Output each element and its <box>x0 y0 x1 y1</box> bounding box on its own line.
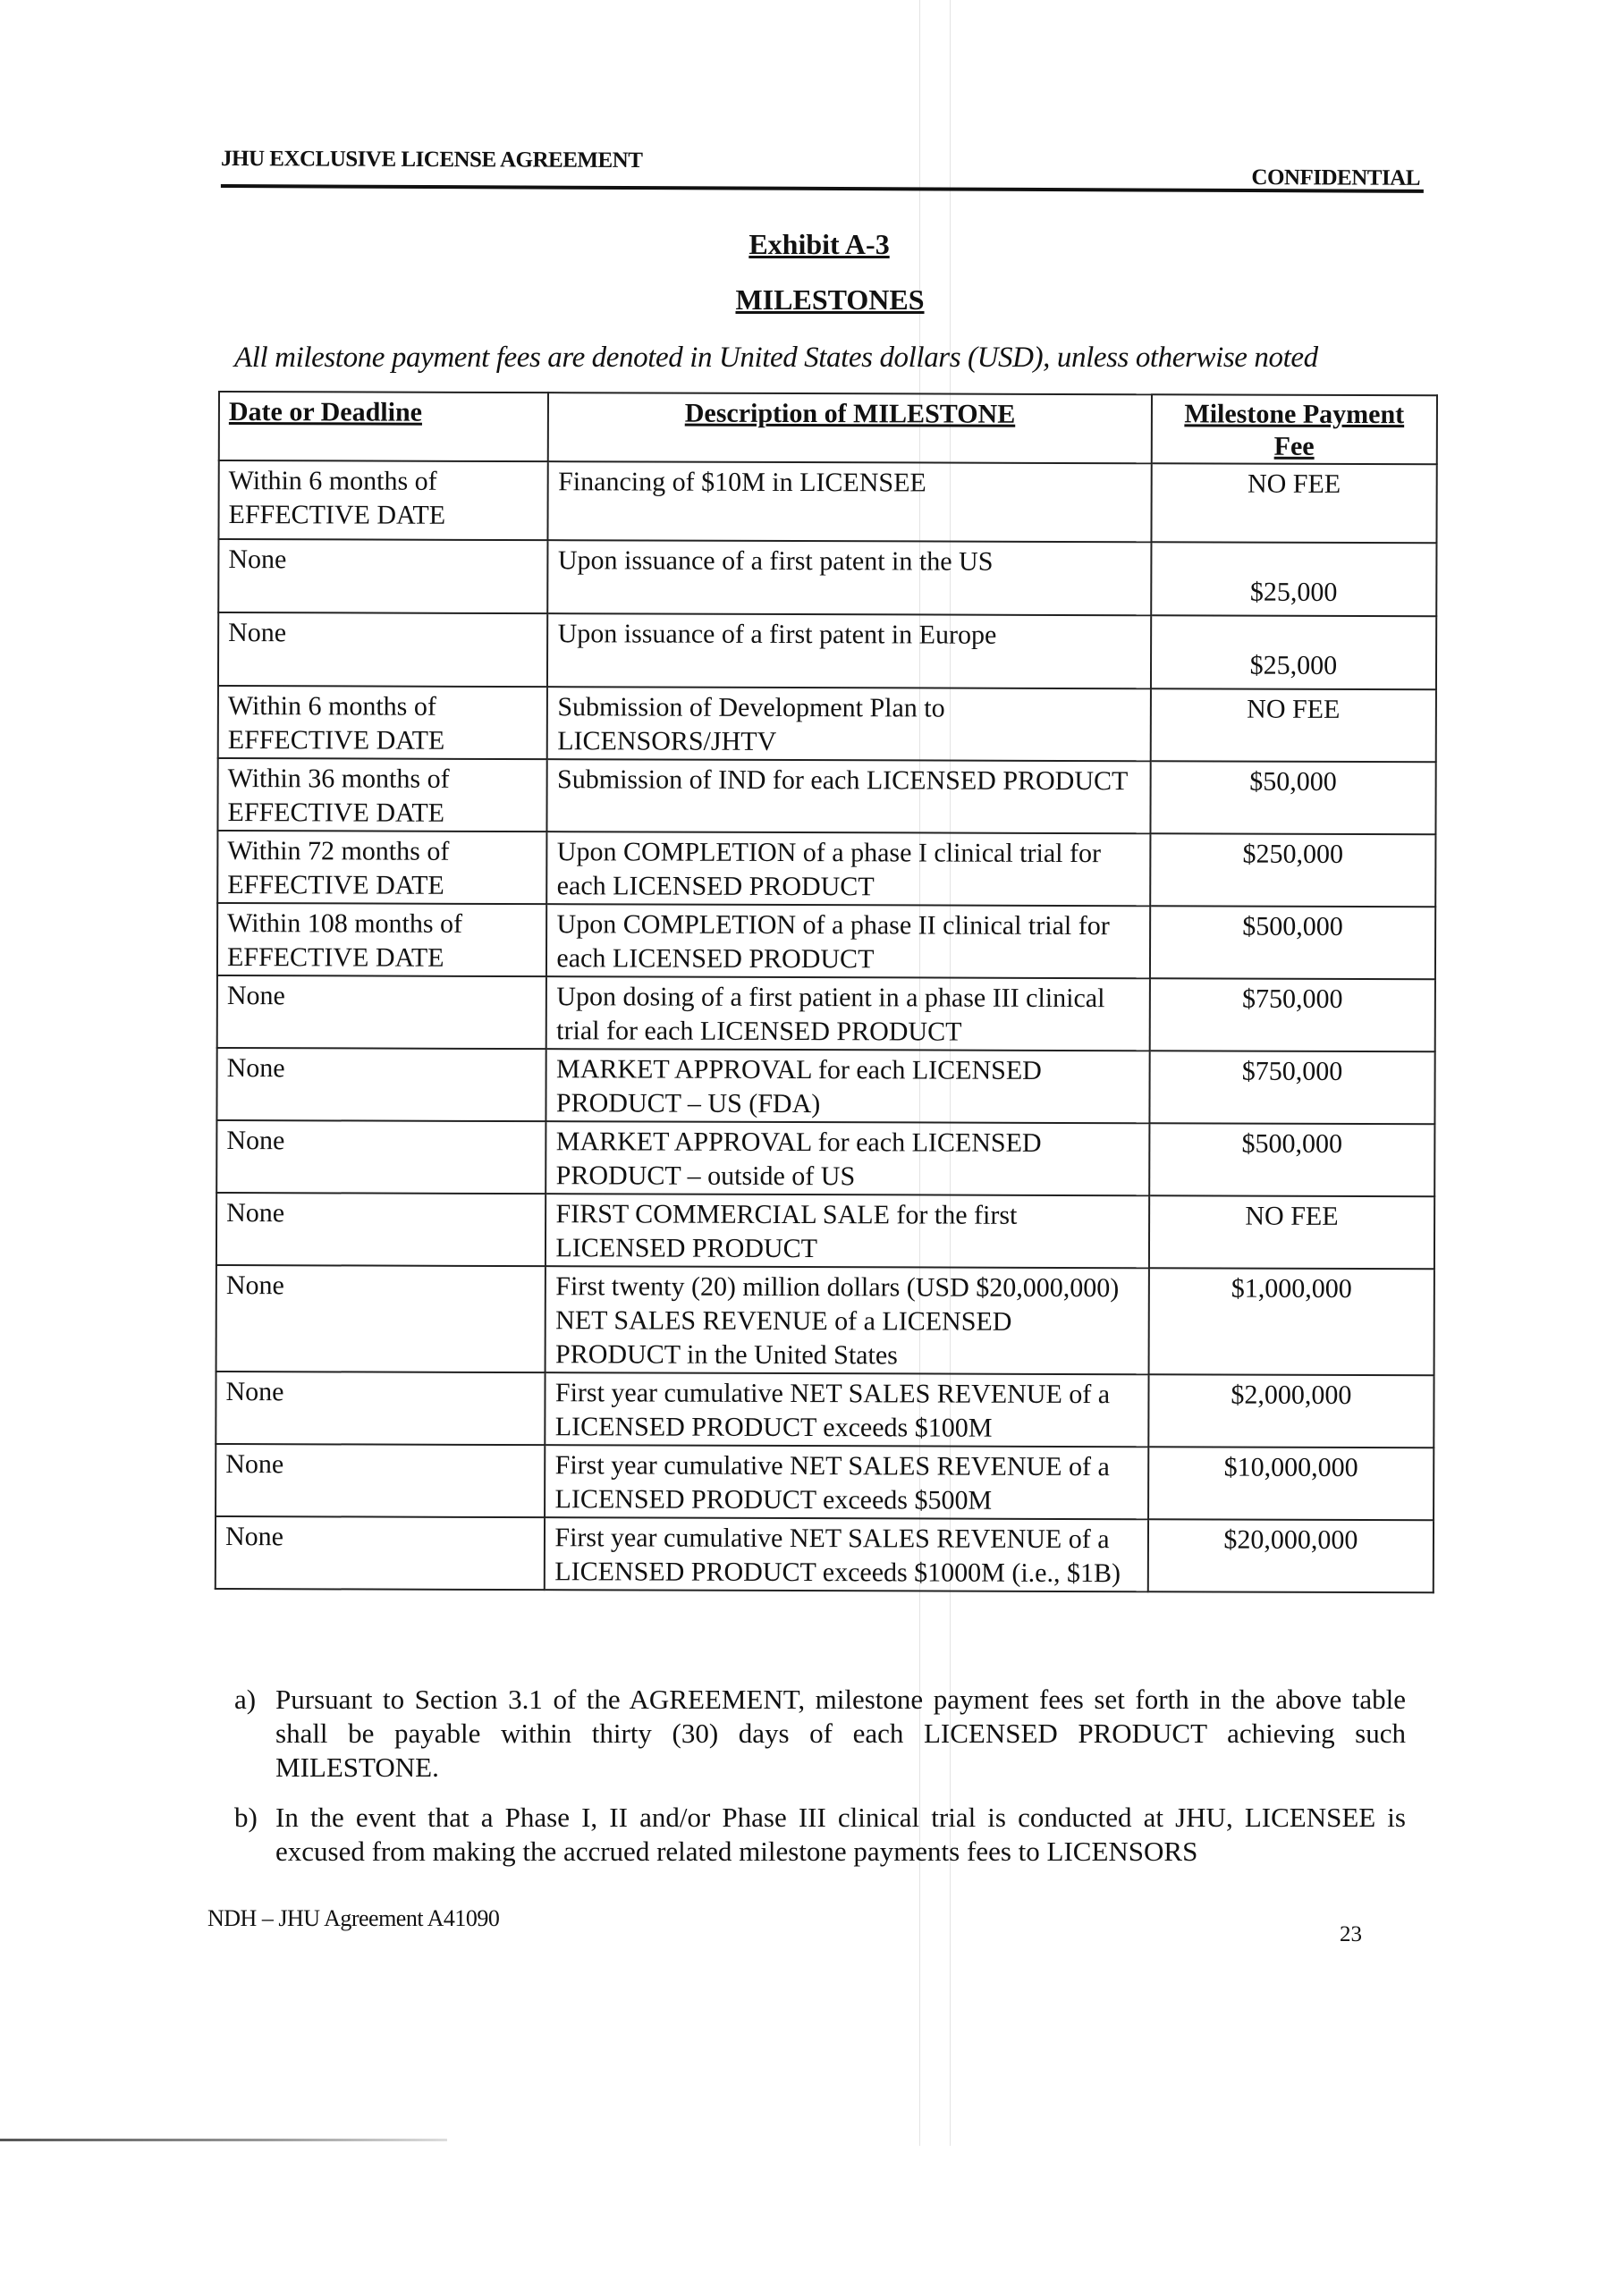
table-header-row <box>219 392 1437 464</box>
column-header-fee: Milestone Payment Fee <box>1152 394 1437 464</box>
description-cell: First twenty (20) million dollars (USD $20,000,000) NET SALES REVENUE of a LICENSED PRODUCT in the United States <box>546 1266 1149 1374</box>
fee-cell: $50,000 <box>1150 761 1435 834</box>
fee-cell: NO FEE <box>1149 1195 1434 1269</box>
deadline-cell: None <box>216 1120 546 1194</box>
fee-cell: $750,000 <box>1149 978 1434 1051</box>
description-cell: Upon COMPLETION of a phase II clinical trial for each LICENSED PRODUCT <box>546 904 1150 978</box>
description-cell: Upon dosing of a first patient in a phase III clinical trial for each LICENSED PRODUCT <box>546 976 1150 1051</box>
column-header-description: Description of MILESTONE <box>548 393 1152 463</box>
deadline-cell: None <box>216 1193 546 1266</box>
table-row <box>216 1516 1434 1592</box>
deadline-cell: None <box>218 539 548 613</box>
description-cell: Submission of Development Plan to LICENSORS/JHTV <box>547 687 1151 761</box>
deadline-cell: Within 6 months of EFFECTIVE DATE <box>218 460 548 540</box>
page-header <box>221 143 1424 193</box>
deadline-cell: None <box>216 1265 546 1372</box>
exhibit-title: Exhibit A-3 <box>749 228 890 260</box>
paragraph-b <box>234 1801 1406 1869</box>
paragraph-text: In the event that a Phase I, II and/or Phase III clinical trial is conducted at JHU, LICENSEE is excused from making the accrued related milestone payments fees to LICENSORS <box>275 1802 1406 1867</box>
terms-paragraphs <box>234 1683 1406 1885</box>
deadline-cell: Within 72 months of EFFECTIVE DATE <box>217 831 547 904</box>
deadline-cell: None <box>216 1048 546 1121</box>
deadline-cell: Within 6 months of EFFECTIVE DATE <box>218 686 548 759</box>
deadline-cell: None <box>216 1444 546 1517</box>
table-row <box>218 460 1436 543</box>
deadline-cell: Within 108 months of EFFECTIVE DATE <box>217 903 547 976</box>
description-cell: First year cumulative NET SALES REVENUE of a LICENSED PRODUCT exceeds $100M <box>546 1372 1149 1447</box>
fee-cell: $2,000,000 <box>1148 1374 1434 1448</box>
deadline-cell: None <box>216 1372 546 1445</box>
table-row <box>217 758 1435 834</box>
table-row <box>217 831 1435 907</box>
deadline-cell: None <box>218 612 548 687</box>
description-cell: Upon issuance of a first patent in the US <box>548 540 1152 615</box>
table-row <box>216 1444 1434 1520</box>
deadline-cell: None <box>216 1516 546 1590</box>
fee-cell: $750,000 <box>1149 1051 1434 1124</box>
table-row <box>216 1193 1434 1269</box>
description-cell: MARKET APPROVAL for each LICENSED PRODUCT – outside of US <box>546 1121 1150 1195</box>
table-row <box>216 1265 1434 1375</box>
fee-cell: $25,000 <box>1151 542 1436 616</box>
paragraph-text: Pursuant to Section 3.1 of the AGREEMENT, milestone payment fees set forth in the above table shall be payable within thirty (30) days of each LICENSED PRODUCT achieving such MILESTONE. <box>275 1684 1406 1783</box>
deadline-cell: Within 36 months of EFFECTIVE DATE <box>217 758 547 831</box>
table-row <box>217 975 1435 1051</box>
paragraph-label: b) <box>234 1802 258 1833</box>
description-cell: Upon COMPLETION of a phase I clinical trial for each LICENSED PRODUCT <box>547 831 1151 906</box>
fee-cell: $500,000 <box>1149 1123 1434 1196</box>
description-cell: First year cumulative NET SALES REVENUE of a LICENSED PRODUCT exceeds $1000M (i.e., $1B) <box>545 1517 1148 1591</box>
table-row <box>218 686 1436 762</box>
table-row <box>217 903 1435 979</box>
header-title: JHU EXCLUSIVE LICENSE AGREEMENT <box>220 147 643 173</box>
description-cell: MARKET APPROVAL for each LICENSED PRODUCT – US (FDA) <box>546 1049 1150 1123</box>
paragraph-label: a) <box>234 1684 257 1715</box>
scan-artifact-line <box>0 2139 447 2141</box>
exhibit-subtitle: MILESTONES <box>735 283 925 316</box>
description-cell: First year cumulative NET SALES REVENUE of a LICENSED PRODUCT exceeds $500M <box>545 1445 1148 1519</box>
fee-cell: $500,000 <box>1150 906 1435 979</box>
table-row <box>218 539 1436 616</box>
milestones-table <box>215 391 1438 1593</box>
description-cell: Financing of $10M in LICENSEE <box>548 461 1152 542</box>
page-number: 23 <box>1340 1922 1362 1946</box>
table-row <box>216 1048 1434 1124</box>
description-cell: Submission of IND for each LICENSED PRODUCT <box>547 759 1151 833</box>
description-cell: Upon issuance of a first patent in Europe <box>547 613 1151 688</box>
paragraph-a <box>234 1683 1406 1785</box>
description-cell: FIRST COMMERCIAL SALE for the first LICENSED PRODUCT <box>546 1194 1149 1268</box>
fee-cell: $1,000,000 <box>1148 1268 1434 1375</box>
fee-cell: NO FEE <box>1151 463 1437 543</box>
footer-agreement-id: NDH – JHU Agreement A41090 <box>207 1905 500 1931</box>
table-row <box>218 612 1436 689</box>
fee-cell: NO FEE <box>1150 688 1435 762</box>
fee-cell: $25,000 <box>1151 615 1436 689</box>
header-confidential: CONFIDENTIAL <box>1251 165 1421 190</box>
fee-cell: $20,000,000 <box>1148 1519 1434 1592</box>
currency-note: All milestone payment fees are denoted in United States dollars (USD), unless otherwise noted <box>234 342 1318 374</box>
table-row <box>216 1120 1434 1196</box>
fee-cell: $10,000,000 <box>1148 1447 1434 1520</box>
deadline-cell: None <box>217 975 547 1049</box>
column-header-deadline: Date or Deadline <box>219 392 549 461</box>
fee-cell: $250,000 <box>1150 833 1435 907</box>
table-row <box>216 1372 1434 1448</box>
